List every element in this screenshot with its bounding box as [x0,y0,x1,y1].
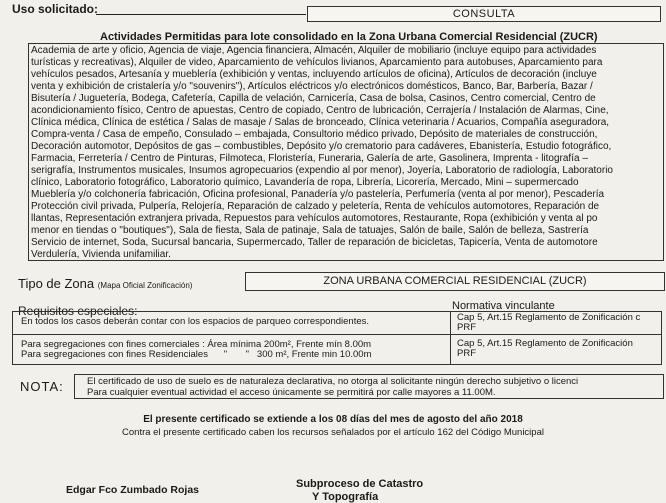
firmante-nombre: Edgar Fco Zumbado Rojas [66,484,200,496]
actividad-line: Verdulería, Vivienda unifamiliar. [31,249,171,260]
firmante-oficina-2: Y Topografía [312,491,379,503]
actividad-line: Compra-venta / Casa de empeño, Consulado – embajada, Consultorio médico privado, Depósito de materiales de construcción, [31,129,598,140]
normativa-text: Cap 5, Art.15 Reglamento de Zonificación c [457,312,641,323]
actividad-line: acondicionamiento físico, Centro de apuestas, Centro de copiado, Centro de lubricación, Cerrajería / Instalación de Alarmas, Cine, [31,105,609,116]
nota-line: El certificado de uso de suelo es de naturaleza declarativa, no otorga al solicitante ningún derecho subjetivo o licenci [87,376,579,387]
actividades-list [28,43,664,261]
nota-line: Para cualquier eventual actividad el acceso únicamente se permitirá por calle mayores a 11.00M. [87,387,496,398]
fecha-emision: El presente certificado se extiende a los 08 días del mes de agosto del año 2018 [143,414,523,425]
actividad-line: serigrafía, Instrumentos musicales, Insumos agropecuarios (expendio al por menor), Joyería, Laboratorio de radiología, Laboratorio [31,165,613,176]
actividad-line: Clínica médica, Clínica de estética / Salas de masaje / Salas de bronceado, Clínica veterinaria / Acuarios, Compañía aseguradora, [31,117,610,128]
requisitos-row [13,335,661,364]
actividad-line: turísticas y recreativas), Alquiler de video, Aparcamiento de vehículos livianos, Aparcamiento para autobuses, Aparcamiento para [31,57,603,68]
actividad-line: Protección civil privada, Pulpería, Relojería, Reparación de calzado y peletería, Renta de vehículos automotores, Reparación de [31,201,600,212]
requisito-text: Para segregaciones con fines comerciales : Área mínima 200m², Frente mín 8.00m [21,339,372,350]
actividad-line: vehículos pesados, Artesanía y mueblería (exhibición y ventas, incluyendo artículos de oficina), Artículos de decoración (incluye [31,69,597,80]
actividad-line: llantas, Representación extranjera privada, Repuestos para vehículos automotores, Restaurante, Ropa (exhibición y venta al po [31,213,598,224]
normativa-cell [453,335,661,364]
actividad-line: Farmacia, Ferretería / Centro de Pinturas, Filmoteca, Floristería, Funeraria, Galería de arte, Gasolinera, Imprenta - litografía – [31,153,588,164]
nota-label: NOTA: [20,379,64,394]
actividad-line: venta y exhibición de cristalería y/o "souvenirs"), Artículos eléctricos y/o electrónicos domésticos, Banco, Bar, Barbería, Bazar / [31,81,593,92]
requisito-text: En todos los casos deberán contar con los espacios de parqueo correspondientes. [21,316,370,327]
actividad-line: Mueblería y/o colchonería fabricación, Oficina profesional, Panadería y/o pastelería, Perfumería (venta al por menor), Pescadería [31,189,605,200]
firmante-oficina: Subproceso de Catastro [296,478,424,490]
tipo-zona-note: (Mapa Oficial Zonificación) [97,281,193,290]
normativa-cell [453,312,661,334]
requisitos-label: Requisitos especiales: [18,304,138,318]
actividad-line: Decoración automotor, Depósitos de gas – combustibles, Depósito y/o crematorio para cadáveres, Ebanistería, Estudio fotográfico, [31,141,612,152]
uso-solicitado-label: Uso solicitado: [12,2,99,16]
requisitos-row [13,312,661,335]
recursos-text: Contra el presente certificado caben los recursos señalados por el artículo 162 del Código Municipal [122,427,544,438]
normativa-label: Normativa vinculante [452,300,555,312]
actividades-title: Actividades Permitidas para lote consolidado en la Zona Urbana Comercial Residencial (ZUCR) [100,31,598,43]
tipo-zona-label [18,276,192,291]
actividad-line: clínico, Laboratorio fotográfico, Laboratorio químico, Lavandería de ropa, Librería, Licorería, Mercado, Mini – supermercado [31,177,579,188]
uso-solicitado-underline [96,14,306,15]
requisito-text: Para segregaciones con fines Residenciales " " 300 m², Frente min 10.00m [21,349,372,360]
requisitos-table [12,311,662,365]
actividad-line: Servicio de internet, Soda, Sucursal bancaria, Supermercado, Taller de reparación de bicicletas, Tapicería, Venta de automotore [31,237,598,248]
nota-box [74,374,664,399]
normativa-text: PRF [457,321,476,333]
actividad-line: menor en tiendas o "boutiques"), Sala de fiesta, Sala de patinaje, Sala de tatuajes, Salón de baile, Salón de belleza, Sastrería [31,225,589,236]
uso-solicitado-value: CONSULTA [307,6,661,22]
requisito-cell [13,312,451,334]
requisito-cell [13,335,451,364]
normativa-text: PRF [457,347,476,359]
actividad-line: Academia de arte y oficio, Agencia de viaje, Agencia financiera, Almacén, Alquiler de mobiliario (incluye equipo para actividades [31,45,597,56]
normativa-text: Cap 5, Art.15 Reglamento de Zonificación [457,338,633,349]
tipo-zona-label-text: Tipo de Zona [18,276,95,291]
tipo-zona-value: ZONA URBANA COMERCIAL RESIDENCIAL (ZUCR) [245,272,665,291]
actividad-line: Bisutería / Juguetería, Bodega, Cafetería, Capilla de velación, Carnicería, Casa de bolsa, Casinos, Centro comercial, Centro de [31,93,596,104]
